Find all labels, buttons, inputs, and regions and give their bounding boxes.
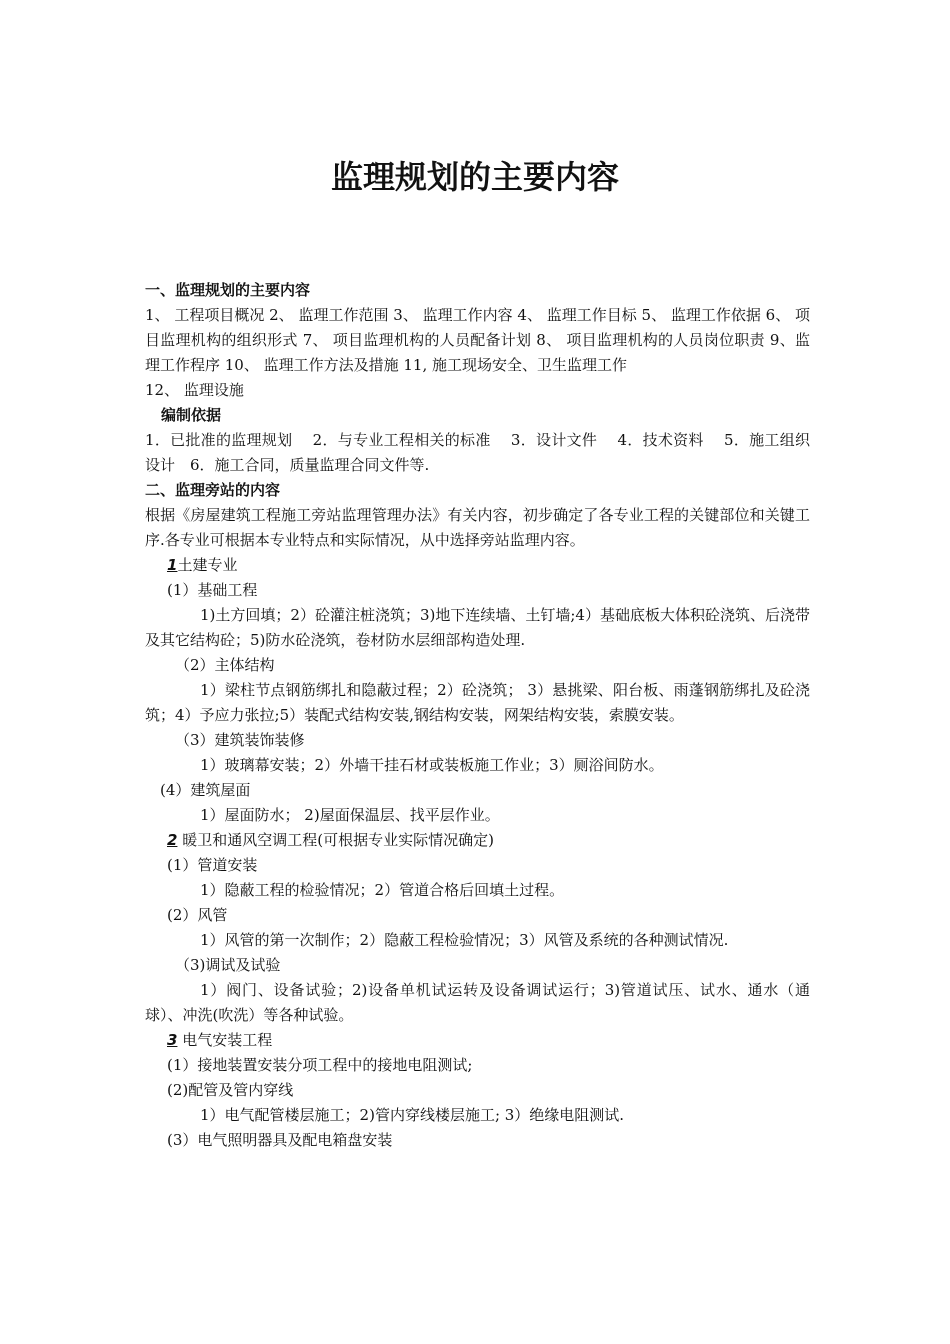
sub-text: 1）风管的第一次制作；2）隐蔽工程检验情况；3）风管及系统的各种测试情况. — [200, 931, 729, 949]
section-heading-2: 二、监理旁站的内容 — [145, 481, 281, 499]
document-body — [145, 278, 810, 1153]
sub-text: 1）梁柱节点钢筋绑扎和隐蔽过程；2）砼浇筑； 3）悬挑梁、阳台板、雨蓬钢筋绑扎及砼浇筑；4）予应力张拉;5）装配式结构安装,钢结构安装，网架结构安装，索膜安装。 — [145, 681, 810, 724]
part-3-heading — [145, 1028, 810, 1053]
basis-text: 1．已批准的监理规划 2．与专业工程相关的标准 3．设计文件 4．技术资料 5．施工组织设计 6．施工合同，质量监理合同文件等. — [145, 431, 810, 474]
part-number: 3 — [167, 1031, 178, 1049]
page-title: 监理规划的主要内容 — [330, 158, 619, 196]
sub-text: 1)土方回填；2）砼灌注桩浇筑；3)地下连续墙、土钉墙;4）基础底板大体积砼浇筑、后浇带及其它结构砼；5)防水砼浇筑，卷材防水层细部构造处理. — [145, 606, 810, 649]
subheading: （3）建筑装饰装修 — [175, 731, 305, 749]
part-number: 1 — [167, 556, 178, 574]
sub-text: 1）阀门、设备试验；2)设备单机试运转及设备调试运行；3)管道试压、试水、通水（通球）、冲洗(吹洗）等各种试验。 — [145, 981, 810, 1024]
part-2-heading — [145, 828, 810, 853]
subheading: (4）建筑屋面 — [160, 781, 251, 799]
subheading: (1）接地装置安装分项工程中的接地电阻测试; — [167, 1056, 473, 1074]
subheading: (1）管道安装 — [167, 856, 258, 874]
plan-items-paragraph: 1、 工程项目概况 2、 监理工作范围 3、 监理工作内容 4、 监理工作目标 5、 监理工作依据 6、 项目监理机构的组织形式 7、 项目监理机构的人员配备计划 8、 项目监理机构的人员岗位职责 9、监理工作程序 10、 监理工作方法及措施 11, 施工现场安全、卫生监理工作 — [145, 306, 810, 374]
subheading: （2）主体结构 — [175, 656, 275, 674]
part-title: 暖卫和通风空调工程(可根据专业实际情况确定) — [182, 831, 494, 849]
section-2-intro: 根据《房屋建筑工程施工旁站监理管理办法》有关内容，初步确定了各专业工程的关键部位和关键工序.各专业可根据本专业特点和实际情况，从中选择旁站监理内容。 — [145, 506, 810, 549]
subheading: （3)调试及试验 — [175, 956, 281, 974]
section-heading-1: 一、监理规划的主要内容 — [145, 281, 311, 299]
subheading: (2）风管 — [167, 906, 228, 924]
part-title: 电气安装工程 — [182, 1031, 273, 1049]
sub-text: 1）屋面防水； 2)屋面保温层、找平层作业。 — [200, 806, 500, 824]
part-title: 土建专业 — [177, 556, 238, 574]
part-1-heading — [145, 553, 810, 578]
sub-text: 1）电气配管楼层施工；2)管内穿线楼层施工; 3）绝缘电阻测试. — [200, 1106, 625, 1124]
sub-text: 1）玻璃幕安装；2）外墙干挂石材或装板施工作业；3）厕浴间防水。 — [200, 756, 664, 774]
basis-heading: 编制依据 — [161, 406, 222, 424]
subheading: (3）电气照明器具及配电箱盘安装 — [167, 1131, 393, 1149]
part-number: 2 — [167, 831, 178, 849]
subheading: (2)配管及管内穿线 — [167, 1081, 294, 1099]
plan-item-12: 12、 监理设施 — [145, 381, 244, 399]
subheading: (1）基础工程 — [167, 581, 258, 599]
sub-text: 1）隐蔽工程的检验情况；2）管道合格后回填土过程。 — [200, 881, 565, 899]
